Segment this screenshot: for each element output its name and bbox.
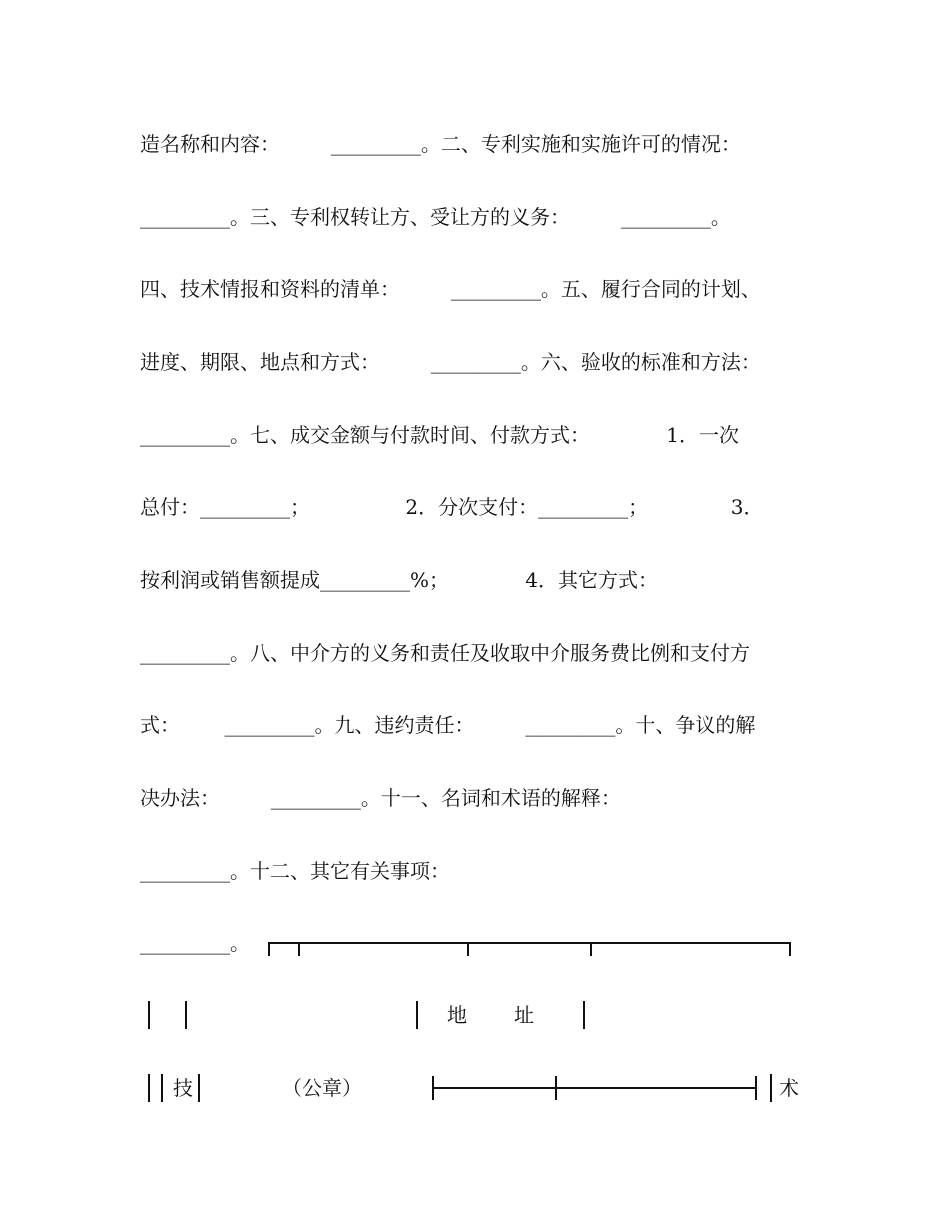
tech-label-2: 术	[779, 1076, 799, 1100]
text-line-6: 总付：_________； 2．分次支付：_________； 3．	[140, 495, 764, 519]
address-label-1: 地	[447, 1003, 467, 1027]
seal-label: （公章）	[282, 1076, 362, 1100]
table-tick-4	[590, 942, 592, 956]
table-tick-2	[298, 942, 300, 956]
table-bar-5	[148, 1074, 150, 1102]
text-line-7: 按利润或销售额提成_________%； 4．其它方式：	[140, 568, 659, 592]
text-line-11: _________。十二、其它有关事项：	[140, 859, 450, 883]
table-bar-1	[148, 1001, 150, 1029]
text-line-4: 进度、期限、地点和方式： _________。六、验收的标准和方法：	[140, 350, 761, 374]
table-bar-6	[161, 1074, 163, 1102]
text-line-2: _________。三、专利权转让方、受让方的义务： _________。	[140, 205, 731, 229]
table-bar-10	[755, 1076, 757, 1100]
text-line-8: _________。八、中介方的义务和责任及收取中介服务费比例和支付方	[140, 641, 750, 665]
table-tick-1	[268, 942, 270, 956]
tech-label: 技	[173, 1076, 193, 1100]
table-bar-3	[416, 1001, 418, 1029]
text-line-10: 决办法： _________。十一、名词和术语的解释：	[140, 786, 621, 810]
text-line-1: 造名称和内容： _________。二、专利实施和实施许可的情况：	[140, 132, 741, 156]
table-tick-5	[789, 942, 791, 956]
table-top-border	[268, 942, 790, 944]
text-line-3: 四、技术情报和资料的清单： _________。五、履行合同的计划、	[140, 277, 761, 301]
table-bar-9	[555, 1076, 557, 1100]
table-bar-2	[185, 1001, 187, 1029]
table-bar-4	[583, 1001, 585, 1029]
text-line-5: _________。七、成交金额与付款时间、付款方式： 1．一次	[140, 423, 740, 447]
text-line-9: 式： _________。九、违约责任： _________。十、争议的解	[140, 713, 756, 737]
table-bar-7	[198, 1074, 200, 1102]
table-middle-line	[432, 1087, 757, 1089]
table-tick-3	[467, 942, 469, 956]
address-label-2: 址	[514, 1003, 534, 1027]
text-line-12: _________。	[140, 931, 250, 955]
table-bar-11	[770, 1074, 772, 1102]
